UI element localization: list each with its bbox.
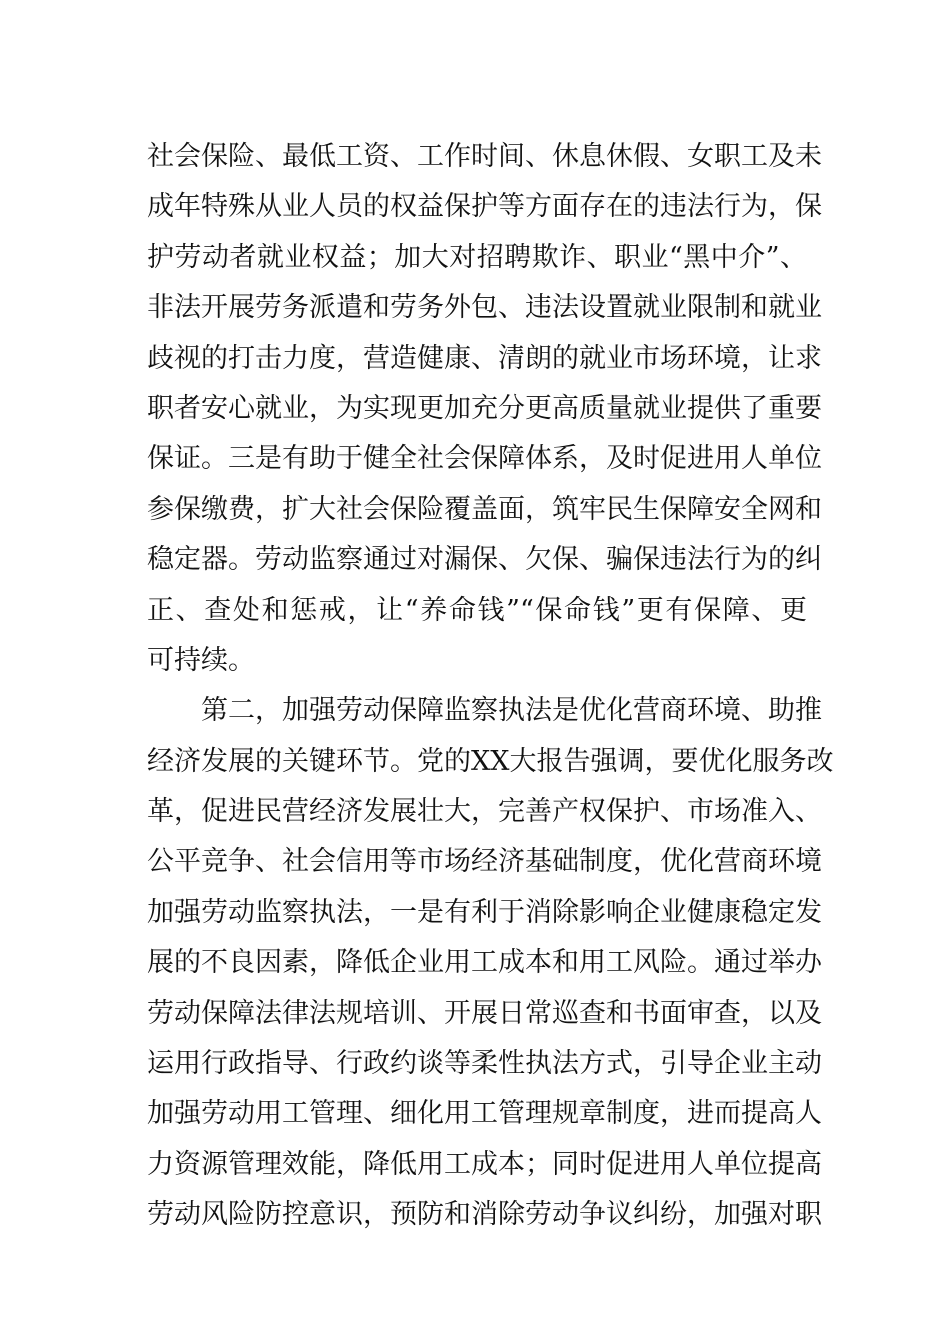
text-line: 护劳动者就业权益；加大对招聘欺诈、职业“黑中介”、 [147,241,807,273]
text-line: 正、查处和惩戒，让“养命钱”“保命钱”更有保障、更 [147,594,807,626]
document-body [147,132,834,1241]
text-line: 公平竞争、社会信用等市场经济基础制度，优化营商环境 [147,846,822,878]
text-line: 非法开展劳务派遣和劳务外包、违法设置就业限制和就业 [147,292,822,324]
text-line: 社会保险、最低工资、工作时间、休息休假、女职工及未 [147,141,822,172]
text-line: 革，促进民营经济发展壮大，完善产权保护、市场准入、 [147,796,822,828]
text-line: 第二，加强劳动保障监察执法是优化营商环境、助推 [201,695,822,727]
text-line: 成年特殊从业人员的权益保护等方面存在的违法行为，保 [147,191,822,223]
text-line: 劳动风险防控意识，预防和消除劳动争议纠纷，加强对职 [147,1199,822,1231]
text-line: 力资源管理效能，降低用工成本；同时促进用人单位提高 [147,1148,822,1180]
paragraph-2 [147,686,834,1240]
text-line: 可持续。 [147,644,255,676]
text-line: 参保缴费，扩大社会保险覆盖面，筑牢民生保障安全网和 [147,493,822,525]
text-line: 保证。三是有助于健全社会保障体系，及时促进用人单位 [147,443,822,475]
text-line: 经济发展的关键环节。党的XX大报告强调，要优化服务改 [147,745,834,777]
text-line: 加强劳动监察执法，一是有利于消除影响企业健康稳定发 [147,896,822,928]
paragraph-1 [147,132,822,686]
text-line: 运用行政指导、行政约谈等柔性执法方式，引导企业主动 [147,1048,822,1080]
text-line: 加强劳动用工管理、细化用工管理规章制度，进而提高人 [147,1098,822,1130]
text-line: 职者安心就业，为实现更加充分更高质量就业提供了重要 [147,392,822,424]
text-line: 劳动保障法律法规培训、开展日常巡查和书面审查，以及 [147,997,822,1029]
text-line: 歧视的打击力度，营造健康、清朗的就业市场环境，让求 [147,342,822,374]
text-line: 展的不良因素，降低企业用工成本和用工风险。通过举办 [147,947,822,979]
text-line: 稳定器。劳动监察通过对漏保、欠保、骗保违法行为的纠 [147,544,822,576]
